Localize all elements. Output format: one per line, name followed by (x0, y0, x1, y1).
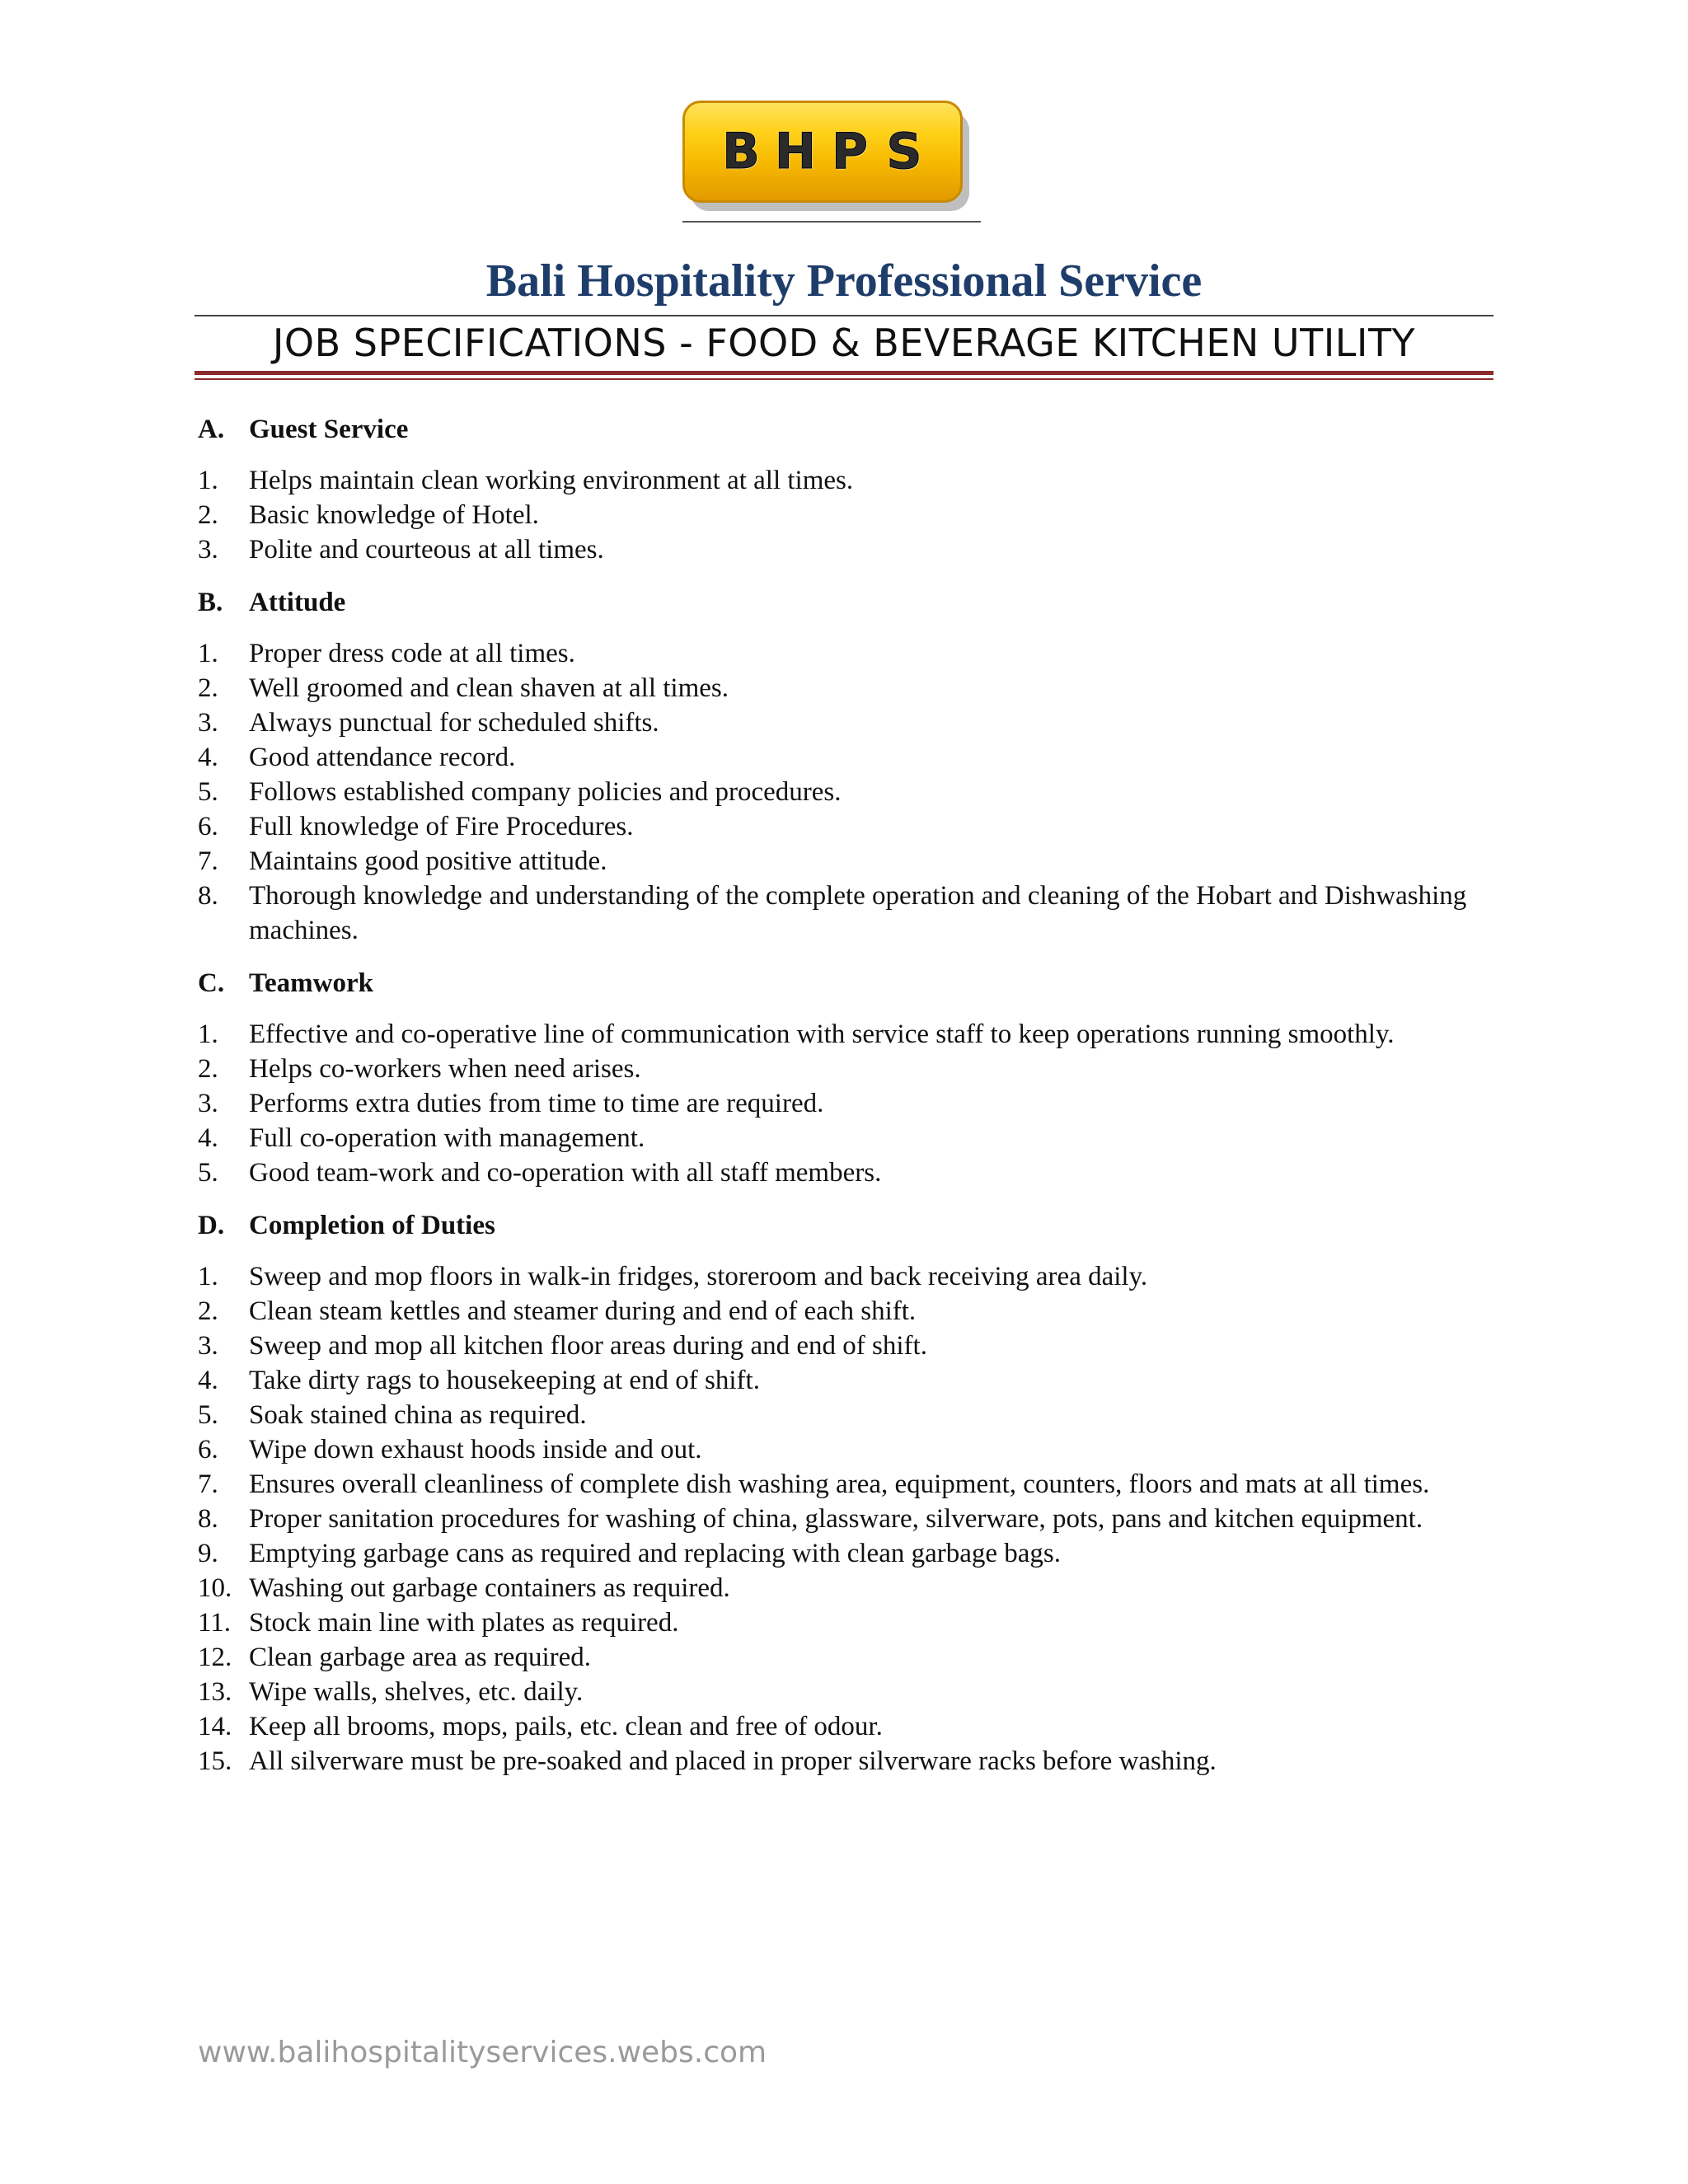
section-title: Guest Service (249, 415, 409, 444)
list-item-text: Clean garbage area as required. (249, 1643, 592, 1672)
section-heading (198, 585, 1500, 620)
list-item-text: Washing out garbage containers as required. (249, 1573, 730, 1603)
list-item (198, 809, 1500, 844)
list-item-text: Performs extra duties from time to time are required. (249, 1089, 824, 1118)
list-item (198, 1536, 1500, 1571)
section-title: Attitude (249, 588, 346, 617)
logo-underline (682, 221, 981, 223)
footer-url: www.balihospitalityservices.webs.com (198, 2036, 767, 2069)
list-item-text: Always punctual for scheduled shifts. (249, 708, 659, 738)
list-item-text: Keep all brooms, mops, pails, etc. clean and free of odour. (249, 1712, 883, 1741)
list-item (198, 1640, 1500, 1675)
list-item-text: Wipe walls, shelves, etc. daily. (249, 1677, 584, 1707)
list-item (198, 1709, 1500, 1744)
list-item-number: 6. (198, 812, 218, 841)
list-item (198, 740, 1500, 775)
list-item-text: Sweep and mop all kitchen floor areas during and end of shift. (249, 1331, 927, 1361)
list-item-number: 2. (198, 500, 218, 530)
list-item (198, 1571, 1500, 1605)
list-item-text: Take dirty rags to housekeeping at end of shift. (249, 1366, 760, 1395)
list-item (198, 1744, 1500, 1779)
section-letter: B. (198, 588, 223, 617)
list-item-text: Well groomed and clean shaven at all times. (249, 673, 729, 703)
list-item (198, 1605, 1500, 1640)
list-item-text: Stock main line with plates as required. (249, 1608, 679, 1638)
section-heading (198, 1208, 1500, 1243)
list-item (198, 1398, 1500, 1432)
list-item-number: 3. (198, 535, 218, 565)
list-item (198, 463, 1500, 498)
list-item-number: 1. (198, 466, 218, 495)
list-item-text: Basic knowledge of Hotel. (249, 500, 539, 530)
list-item-text: Good team-work and co-operation with all staff members. (249, 1158, 882, 1188)
list-item-number: 1. (198, 1262, 218, 1291)
list-item-text: Good attendance record. (249, 743, 516, 772)
section-letter: D. (198, 1211, 225, 1240)
list-item-number: 3. (198, 708, 218, 738)
logo-letter-p: P (832, 123, 868, 180)
section-letter: C. (198, 968, 225, 998)
list-item-number: 3. (198, 1331, 218, 1361)
list-item (198, 1155, 1500, 1190)
list-item-text: Proper sanitation procedures for washing of china, glassware, silverware, pots, pans and kitchen equipment. (249, 1504, 1423, 1534)
list-item-number: 12. (198, 1643, 232, 1672)
list-item-number: 5. (198, 777, 218, 807)
list-item (198, 636, 1500, 671)
logo-badge (682, 101, 963, 203)
list-item-number: 13. (198, 1677, 232, 1707)
section-d (198, 1208, 1500, 1779)
list-item-number: 7. (198, 1469, 218, 1499)
section-heading (198, 966, 1500, 1001)
list-item (198, 1329, 1500, 1363)
list-item-number: 2. (198, 1296, 218, 1326)
logo-letter-s: S (886, 123, 922, 180)
list-item-number: 10. (198, 1573, 232, 1603)
list-item-text: Helps co-workers when need arises. (249, 1054, 641, 1084)
list-item-text: Emptying garbage cans as required and replacing with clean garbage bags. (249, 1539, 1062, 1568)
list-item-text: Maintains good positive attitude. (249, 846, 607, 876)
list-item-text: Helps maintain clean working environment at all times. (249, 466, 854, 495)
list-item-number: 7. (198, 846, 218, 876)
logo-letter-b: B (722, 123, 760, 180)
list-item (198, 1363, 1500, 1398)
list-item-number: 4. (198, 1123, 218, 1153)
list-item-text: Sweep and mop floors in walk-in fridges, storeroom and back receiving area daily. (249, 1262, 1148, 1291)
document-title: JOB SPECIFICATIONS - FOOD & BEVERAGE KITCHEN UTILITY (272, 321, 1416, 365)
list-item-text: Polite and courteous at all times. (249, 535, 604, 565)
company-name: Bali Hospitality Professional Service (485, 255, 1203, 307)
list-item-number: 4. (198, 1366, 218, 1395)
list-item-number: 8. (198, 1504, 218, 1534)
list-item-text: Wipe down exhaust hoods inside and out. (249, 1435, 702, 1465)
list-item-text: All silverware must be pre-soaked and placed in proper silverware racks before washing. (249, 1746, 1217, 1776)
list-item (198, 879, 1500, 948)
list-item-text: Clean steam kettles and steamer during and end of each shift. (249, 1296, 917, 1326)
list-item-number: 9. (198, 1539, 218, 1568)
list-item-number: 6. (198, 1435, 218, 1465)
list-item (198, 1017, 1500, 1052)
list-item-number: 2. (198, 673, 218, 703)
list-item-text: Full knowledge of Fire Procedures. (249, 812, 634, 841)
list-item-number: 5. (198, 1400, 218, 1430)
list-item (198, 775, 1500, 809)
list-item-text: Follows established company policies and procedures. (249, 777, 842, 807)
list-item (198, 1294, 1500, 1329)
section-a (198, 412, 1500, 567)
header-rule-top (195, 315, 1493, 316)
header-rule-thick (195, 371, 1493, 375)
list-item (198, 705, 1500, 740)
list-item (198, 1432, 1500, 1467)
list-item-number: 8. (198, 881, 218, 911)
list-item-number: 11. (198, 1608, 232, 1638)
list-item-text: Effective and co-operative line of communication with service staff to keep operations running smoothly. (249, 1019, 1395, 1049)
list-item-text: Full co-operation with management. (249, 1123, 645, 1153)
list-item-text: Soak stained china as required. (249, 1400, 587, 1430)
list-item (198, 1259, 1500, 1294)
list-item-number: 2. (198, 1054, 218, 1084)
section-title: Completion of Duties (249, 1211, 495, 1240)
list-item (198, 498, 1500, 532)
list-item-number: 4. (198, 743, 218, 772)
list-item-number: 15. (198, 1746, 232, 1776)
list-item (198, 1502, 1500, 1536)
job-spec-content (198, 412, 1500, 1797)
list-item-text: Thorough knowledge and understanding of the complete operation and cleaning of the Hobart and Dishwashing machines. (249, 881, 1467, 945)
bhps-logo (682, 101, 978, 223)
list-item (198, 1086, 1500, 1121)
section-b (198, 585, 1500, 948)
list-item (198, 671, 1500, 705)
section-heading (198, 412, 1500, 447)
section-c (198, 966, 1500, 1190)
section-letter: A. (198, 415, 225, 444)
list-item (198, 532, 1500, 567)
list-item (198, 844, 1500, 879)
logo-letter-h: H (774, 123, 817, 180)
section-title: Teamwork (249, 968, 373, 998)
list-item-number: 5. (198, 1158, 218, 1188)
list-item (198, 1675, 1500, 1709)
list-item-number: 3. (198, 1089, 218, 1118)
list-item (198, 1467, 1500, 1502)
list-item-number: 1. (198, 639, 218, 668)
list-item-number: 1. (198, 1019, 218, 1049)
list-item-text: Ensures overall cleanliness of complete dish washing area, equipment, counters, floors and mats at all times. (249, 1469, 1430, 1499)
list-item (198, 1052, 1500, 1086)
list-item (198, 1121, 1500, 1155)
list-item-text: Proper dress code at all times. (249, 639, 575, 668)
header-rule-thin (195, 378, 1493, 380)
list-item-number: 14. (198, 1712, 232, 1741)
